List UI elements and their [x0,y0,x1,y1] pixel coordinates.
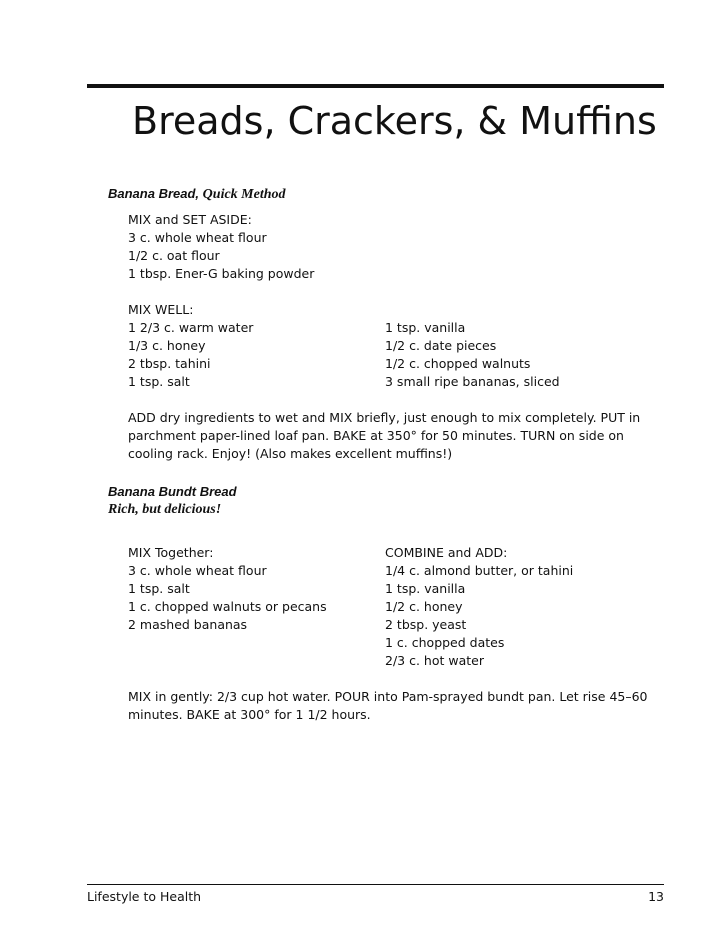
recipe-name: Banana Bread, [108,186,200,201]
ingredient-item: 1 2/3 c. warm water [128,320,254,335]
ingredient-item: 1/2 c. honey [385,599,463,614]
ingredient-item: 1 tsp. vanilla [385,581,466,596]
ingredient-item: 2 tbsp. tahini [128,356,211,371]
recipe-subtitle: Rich, but delicious! [108,502,222,517]
ingredient-item: 3 small ripe bananas, sliced [385,374,560,389]
footer-rule [87,884,664,885]
directions-line: MIX in gently: 2/3 cup hot water. POUR into Pam-sprayed bundt pan. Let rise 45–60 [128,689,648,704]
recipe-method: Quick Method [202,187,286,202]
ingredient-heading-mix-well: MIX WELL: [128,302,194,317]
directions-line: parchment paper-lined loaf pan. BAKE at 350° for 50 minutes. TURN on side on [128,428,624,443]
directions-line: cooling rack. Enjoy! (Also makes excellent muffins!) [128,446,453,461]
directions-line: minutes. BAKE at 300° for 1 1/2 hours. [128,707,371,722]
ingredient-item: 1/2 c. date pieces [385,338,497,353]
recipe-title-banana-bundt-bread: Banana Bundt Bread [108,484,237,499]
page-title: Breads, Crackers, & Muffins [132,99,657,143]
footer-book-title: Lifestyle to Health [87,889,202,904]
ingredient-item: 1/4 c. almond butter, or tahini [385,563,574,578]
ingredient-heading-combine-add: COMBINE and ADD: [385,545,508,560]
ingredient-item: 1/3 c. honey [128,338,206,353]
ingredient-item: 1 tsp. salt [128,374,190,389]
ingredient-item: 2 mashed bananas [128,617,248,632]
ingredient-item: 3 c. whole wheat flour [128,563,267,578]
ingredient-item: 1 c. chopped walnuts or pecans [128,599,327,614]
ingredient-item: 1 tbsp. Ener-G baking powder [128,266,315,281]
ingredient-item: 3 c. whole wheat flour [128,230,267,245]
ingredient-heading-set-aside: MIX and SET ASIDE: [128,212,252,227]
page-number: 13 [648,889,664,904]
ingredient-item: 1/2 c. oat flour [128,248,220,263]
directions-line: ADD dry ingredients to wet and MIX briefly, just enough to mix completely. PUT in [128,410,641,425]
ingredient-item: 1 tsp. salt [128,581,190,596]
header-rule [87,84,664,88]
ingredient-item: 2/3 c. hot water [385,653,484,668]
ingredient-item: 1 tsp. vanilla [385,320,466,335]
ingredient-item: 1/2 c. chopped walnuts [385,356,531,371]
ingredient-item: 2 tbsp. yeast [385,617,467,632]
ingredient-heading-mix-together: MIX Together: [128,545,214,560]
recipe-title-banana-bread [108,185,286,204]
ingredient-item: 1 c. chopped dates [385,635,505,650]
